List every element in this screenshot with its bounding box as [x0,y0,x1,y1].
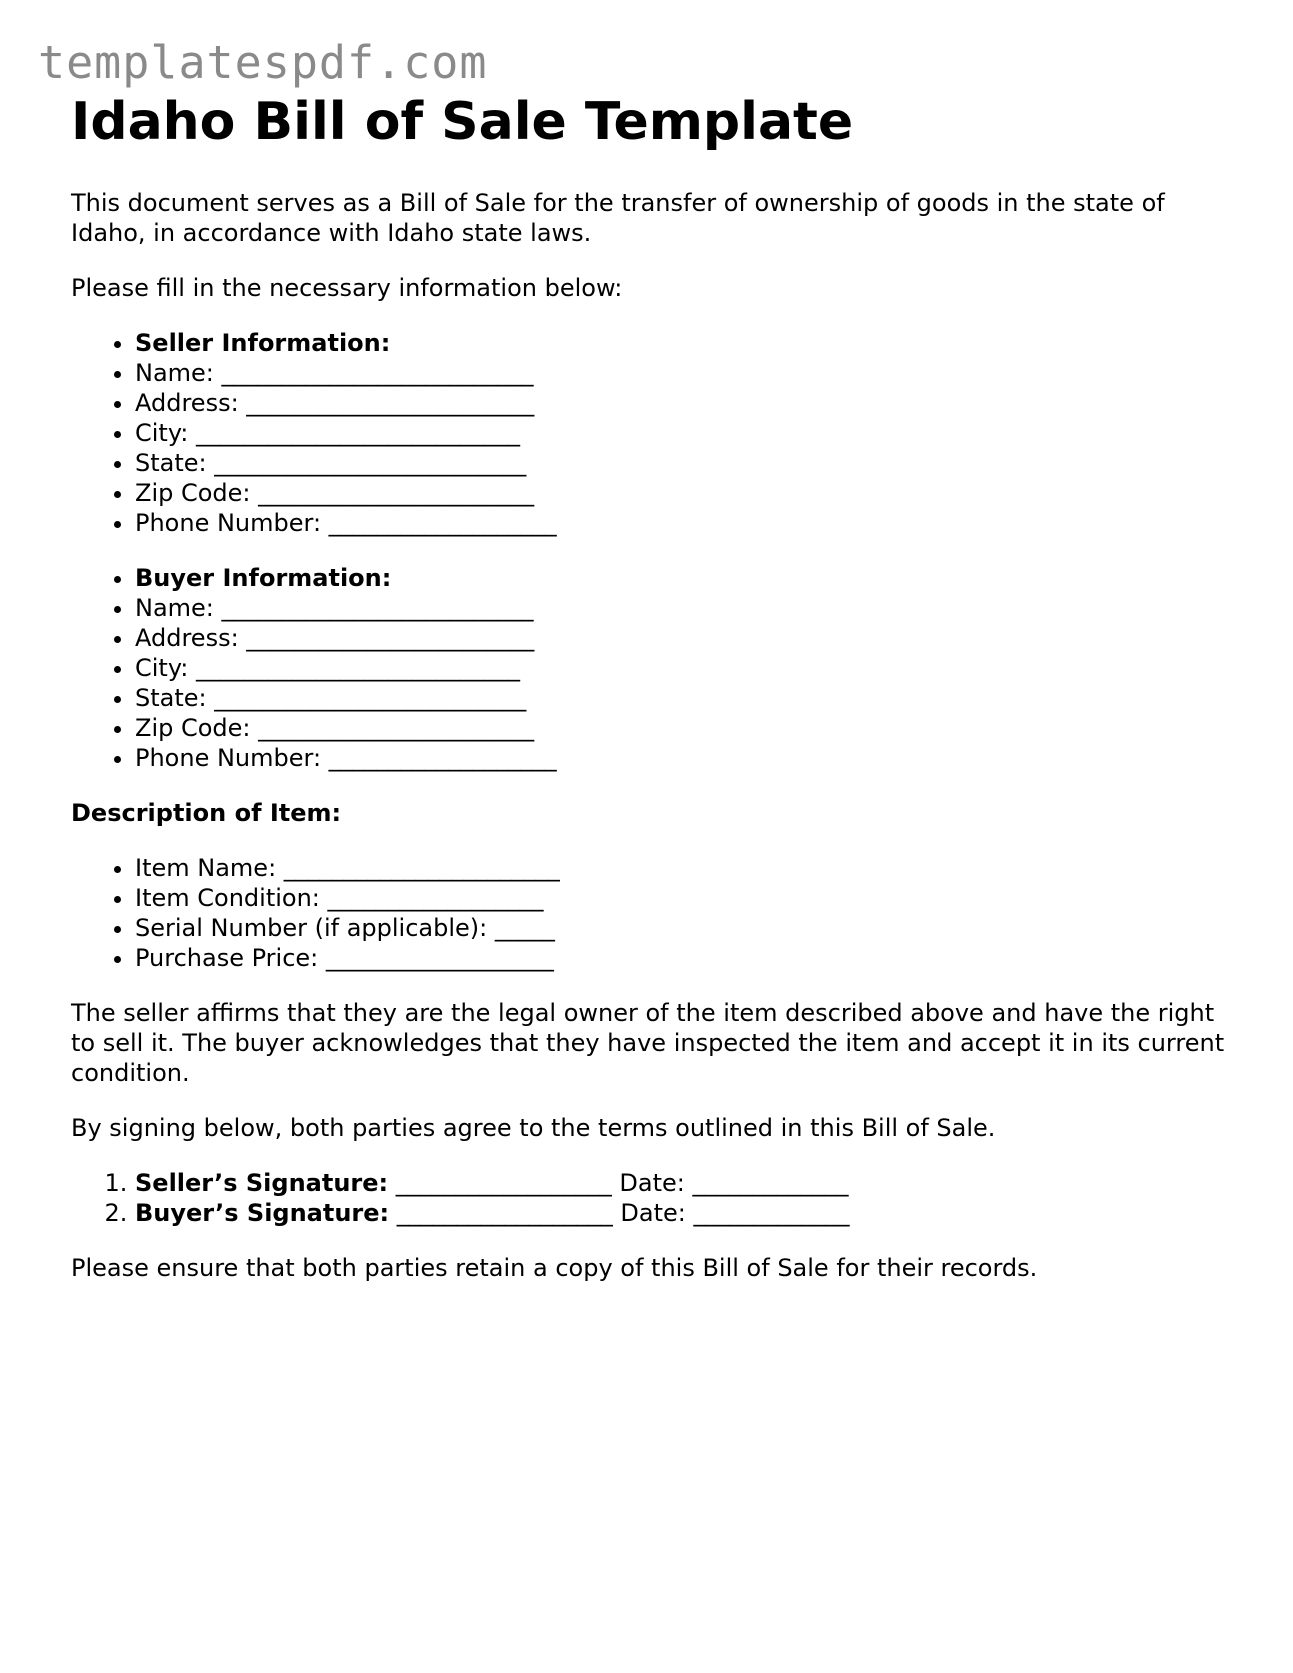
item-price-field: • Purchase Price: ___________________ [135,943,1231,973]
agreement-paragraph: By signing below, both parties agree to the terms outlined in this Bill of Sale. [71,1114,996,1142]
instruction-paragraph: Please fill in the necessary information below: [71,274,623,302]
seller-heading: • Seller Information: [135,328,1231,358]
seller-signature-line [135,1168,1231,1198]
seller-phone-field: • Phone Number: ___________________ [135,508,1231,538]
item-list [71,853,1231,973]
item-serial-field: • Serial Number (if applicable): _____ [135,913,1231,943]
intro-paragraph: This document serves as a Bill of Sale for the transfer of ownership of goods in the state of Idaho, in accordance with Idaho state laws. [71,189,1165,247]
seller-address-field: • Address: ________________________ [135,388,1231,418]
document-body [71,92,1231,1308]
seller-signature-blanks: __________________ Date: _____________ [388,1169,849,1197]
item-heading: Description of Item: [71,799,342,827]
buyer-signature-blanks: __________________ Date: _____________ [389,1199,850,1227]
seller-state-field: • State: __________________________ [135,448,1231,478]
buyer-city-field: • City: ___________________________ [135,653,1231,683]
seller-zip-field: • Zip Code: _______________________ [135,478,1231,508]
item-name-field: • Item Name: _______________________ [135,853,1231,883]
closing-paragraph: Please ensure that both parties retain a copy of this Bill of Sale for their records. [71,1254,1038,1282]
seller-list [71,328,1231,538]
buyer-state-field: • State: __________________________ [135,683,1231,713]
buyer-address-field: • Address: ________________________ [135,623,1231,653]
buyer-phone-field: • Phone Number: ___________________ [135,743,1231,773]
watermark: templatespdf.com [38,36,488,89]
item-condition-field: • Item Condition: __________________ [135,883,1231,913]
buyer-signature-label: Buyer’s Signature: [135,1199,390,1227]
buyer-zip-field: • Zip Code: _______________________ [135,713,1231,743]
buyer-name-field: • Name: __________________________ [135,593,1231,623]
seller-name-field: • Name: __________________________ [135,358,1231,388]
page-title: Idaho Bill of Sale Template [71,92,854,152]
signature-list [71,1168,1231,1228]
seller-city-field: • City: ___________________________ [135,418,1231,448]
buyer-list [71,563,1231,773]
seller-signature-label: Seller’s Signature: [135,1169,389,1197]
affirmation-paragraph: The seller affirms that they are the legal owner of the item described above and have the right to sell it. The buyer acknowledges that they have inspected the item and accept it in its current condition. [71,999,1225,1087]
buyer-signature-line [135,1198,1231,1228]
buyer-heading: • Buyer Information: [135,563,1231,593]
